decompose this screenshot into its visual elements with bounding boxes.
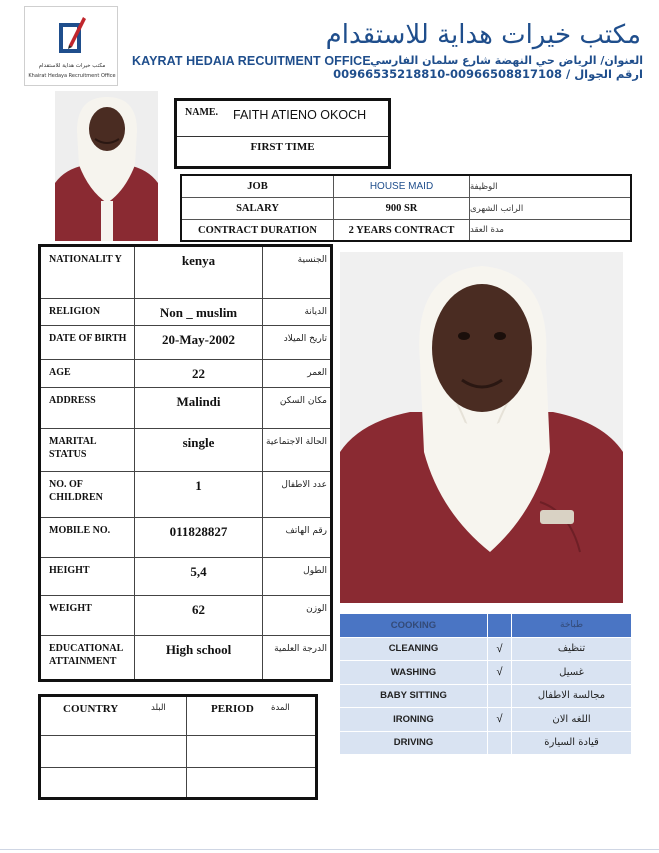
skill-row-driving: [340, 732, 631, 756]
info-label: NATIONALIT Y: [41, 247, 135, 298]
skill-label: CLEANING: [340, 638, 488, 661]
skill-label-ar: اللغه الان: [552, 713, 591, 725]
country-column: [41, 697, 187, 797]
skill-label-ar: مجالسة الاطفال: [537, 690, 606, 702]
info-row-age: [41, 360, 330, 388]
candidate-name: FAITH ATIENO OKOCH: [233, 108, 367, 122]
candidate-status: FIRST TIME: [250, 141, 315, 153]
skill-label-ar: تنظيف: [557, 643, 586, 655]
info-label-ar: الديانة: [304, 307, 327, 317]
info-label: RELIGION: [41, 299, 135, 325]
info-row-height: [41, 558, 330, 596]
table-divider: [41, 767, 315, 768]
page-bottom-rule: [0, 849, 659, 850]
info-label: NO. OF CHILDREN: [41, 472, 135, 517]
info-label: MARITAL STATUS: [41, 429, 135, 471]
period-header-ar: المدة: [271, 703, 290, 713]
skill-check: √: [488, 708, 512, 731]
job-value: HOUSE MAID: [334, 176, 470, 197]
info-label: EDUCATIONAL ATTAINMENT: [41, 636, 135, 679]
info-label-ar: الوزن: [306, 604, 327, 614]
contract-label-ar: مدة العقد: [470, 225, 504, 235]
skill-label-ar: قيادة السيارة: [544, 737, 599, 749]
candidate-photo-large: [340, 252, 623, 603]
info-label-ar: رقم الهاتف: [285, 526, 327, 536]
info-row-address: [41, 388, 330, 429]
job-row-job: [182, 176, 630, 198]
job-row-salary: [182, 198, 630, 220]
period-header: PERIOD: [211, 703, 254, 715]
portrait-image: [55, 91, 158, 241]
table-divider: [41, 735, 315, 736]
skill-check: √: [488, 661, 512, 684]
skill-row-cleaning: [340, 638, 631, 662]
info-value: 1: [135, 472, 263, 517]
skill-label: DRIVING: [340, 732, 488, 755]
skill-row-cooking: [340, 614, 631, 638]
info-label-ar: الطول: [303, 566, 327, 576]
logo-caption-ar: مكتب خيرات هداية للاستقدام: [38, 63, 106, 69]
job-label-ar: الوظيفة: [470, 181, 498, 192]
skill-row-ironing: [340, 708, 631, 732]
info-value: 20-May-2002: [135, 326, 263, 359]
info-value: Malindi: [135, 388, 263, 428]
info-label-ar: تاريخ الميلاد: [283, 334, 327, 344]
name-box: [174, 98, 391, 169]
info-value: 5,4: [135, 558, 263, 595]
info-value: single: [135, 429, 263, 471]
skill-row-washing: [340, 661, 631, 685]
skill-label: COOKING: [340, 614, 488, 637]
info-row-dob: [41, 326, 330, 360]
skill-label-ar: غسيل: [559, 666, 584, 678]
info-row-children: [41, 472, 330, 518]
office-name-en: KAYRAT HEDAIA RECUITMENT OFFICE: [132, 54, 371, 68]
info-label-ar: العمر: [307, 368, 327, 378]
salary-label-ar: الراتب الشهرى: [470, 203, 524, 214]
skill-label: IRONING: [340, 708, 488, 731]
name-row: [177, 101, 388, 137]
portrait-image: [340, 252, 623, 603]
skill-label: WASHING: [340, 661, 488, 684]
info-label: DATE OF BIRTH: [41, 326, 135, 359]
info-label-ar: عدد الاطفال: [281, 480, 327, 490]
skill-check: [488, 614, 512, 637]
office-address: العنوان/ الرياض حي النهضة شارع سلمان الفارسي: [370, 54, 643, 67]
info-row-mobile: [41, 518, 330, 558]
office-name-ar: مكتب خيرات هداية للاستقدام: [325, 20, 641, 50]
info-row-education: [41, 636, 330, 679]
info-value: High school: [135, 636, 263, 679]
contract-label: CONTRACT DURATION: [182, 220, 334, 240]
info-label-ar: مكان السكن: [279, 396, 327, 406]
name-label: NAME.: [185, 107, 219, 118]
info-label: AGE: [41, 360, 135, 387]
job-row-contract: [182, 220, 630, 240]
skills-table: [340, 614, 631, 756]
logo-caption-en: Khairat Hedaya Recruitment Office: [28, 73, 116, 79]
contract-value: 2 YEARS CONTRACT: [334, 220, 470, 240]
office-logo: [24, 6, 118, 86]
country-header-ar: البلد: [151, 703, 166, 713]
info-label-ar: الحالة الاجتماعية: [266, 437, 327, 447]
skill-label-ar: طباخة: [560, 620, 584, 631]
info-row-marital-status: [41, 429, 330, 472]
info-value: 22: [135, 360, 263, 387]
job-table: [180, 174, 632, 242]
country-header: COUNTRY: [63, 703, 119, 715]
info-label: HEIGHT: [41, 558, 135, 595]
info-row-weight: [41, 596, 330, 636]
skill-check: [488, 732, 512, 755]
info-label: WEIGHT: [41, 596, 135, 635]
job-label: JOB: [182, 176, 334, 197]
salary-value: 900 SR: [334, 198, 470, 219]
info-value: Non _ muslim: [135, 299, 263, 325]
personal-info-table: [38, 244, 333, 682]
logo-mark-icon: [55, 13, 89, 59]
office-phones: 00966535218810-00966508817108 / ارقم الجوال: [333, 67, 643, 81]
info-label-ar: الدرجة العلمية: [274, 644, 327, 654]
info-value: 62: [135, 596, 263, 635]
skill-label: BABY SITTING: [340, 685, 488, 708]
info-value: 011828827: [135, 518, 263, 557]
experience-table: [38, 694, 318, 800]
candidate-photo-small: [55, 91, 158, 241]
salary-label: SALARY: [182, 198, 334, 219]
skill-check: √: [488, 638, 512, 661]
skill-check: [488, 685, 512, 708]
skill-row-baby-sitting: [340, 685, 631, 709]
period-column: [187, 697, 315, 797]
info-row-religion: [41, 299, 330, 326]
info-label: MOBILE NO.: [41, 518, 135, 557]
info-label-ar: الجنسية: [297, 255, 327, 265]
info-row-nationality: [41, 247, 330, 299]
info-label: ADDRESS: [41, 388, 135, 428]
info-value: kenya: [135, 247, 263, 298]
